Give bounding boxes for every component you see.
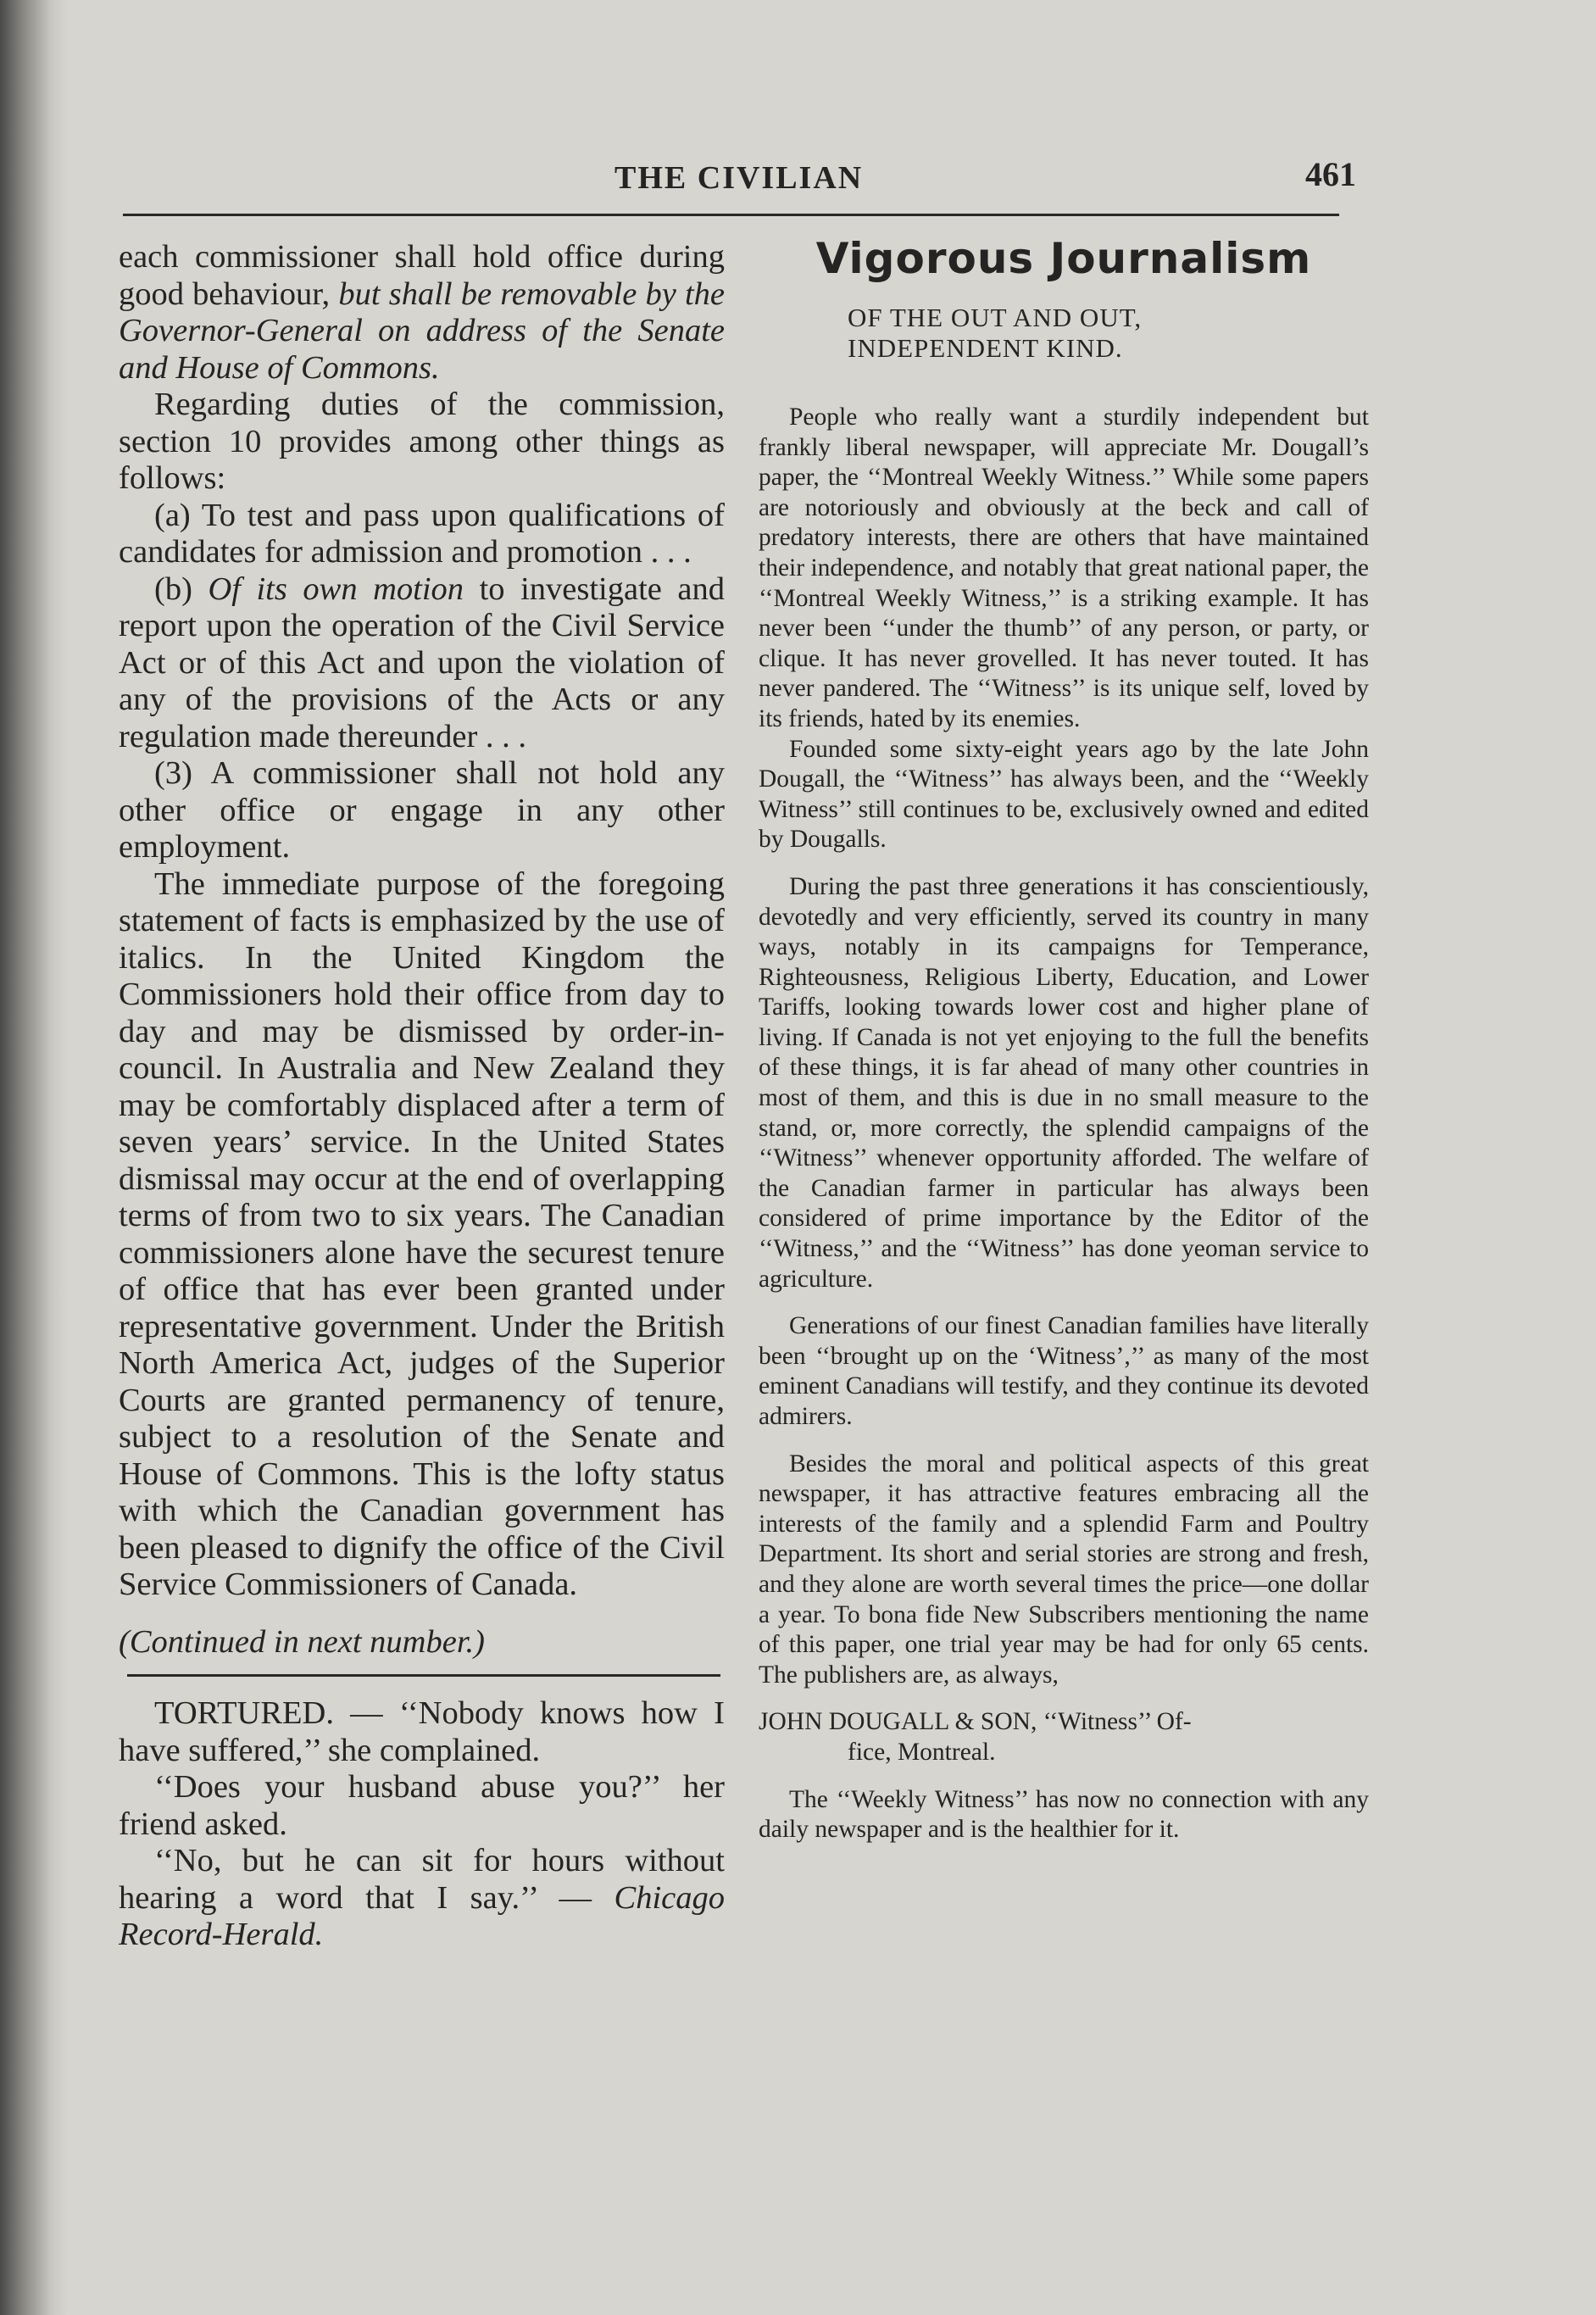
left-paragraph-5: (3) A commissioner shall not hold any other office or engage in any other employment. xyxy=(119,755,725,865)
left-paragraph-4: (b) Of its own motion to investigate and report upon the operation of the Civil Service Act or of this Act and upon the violation of any of the provisions of the Acts or any regulation made thereunder . . . xyxy=(119,570,725,754)
header-rule xyxy=(123,214,1339,216)
left-section-rule xyxy=(127,1674,720,1677)
left-paragraph-2: Regarding duties of the commission, section 10 provides among other things as follows: xyxy=(119,387,725,496)
running-header xyxy=(119,153,1356,203)
joke-paragraph-1: TORTURED. — ‘‘Nobody knows how I have suffered,’’ she complained. xyxy=(119,1695,725,1768)
subhead-line-1: OF THE OUT AND OUT, xyxy=(848,303,1143,332)
right-paragraph-4: Generations of our finest Canadian families have literally been ‘‘brought up on the ‘Witness’,’’ as many of the most eminent Canadians will testify, and they continue its devoted admirers. xyxy=(759,1312,1369,1430)
article-subhead xyxy=(848,303,1369,364)
subhead-line-2: INDEPENDENT KIND. xyxy=(848,333,1123,363)
left-column xyxy=(119,239,725,1954)
article-headline: Vigorous Journalism xyxy=(815,234,1312,283)
right-paragraph-6: The ‘‘Weekly Witness’’ has now no connection with any daily newspaper and is the healthier for it. xyxy=(759,1785,1369,1844)
running-title: THE CIVILIAN xyxy=(614,160,864,196)
continued-note: (Continued in next number.) xyxy=(119,1623,485,1660)
left-paragraph-1: each commissioner shall hold office during good behaviour, but shall be removable by the Governor-General on address of the Senate and House of Commons. xyxy=(119,239,726,386)
right-paragraph-1: People who really want a sturdily independent but frankly liberal newspaper, will appreciate Mr. Dougall’s paper, the ‘‘Montreal Weekly Witness.’’ While some papers are notoriously and obviously at the beck and call of predatory interests, there are others that have maintained their independence, and notably that great national paper, the ‘‘Montreal Weekly Witness,’’ is a striking example. It has never been ‘‘under the thumb’’ of any person, or party, or clique. It has never grovelled. It has never touted. It has never pandered. The ‘‘Witness’’ is its unique self, loved by its friends, hated by its enemies. xyxy=(759,403,1369,732)
left-paragraph-3: (a) To test and pass upon qualifications of candidates for admission and promotion . . . xyxy=(119,497,725,570)
right-paragraph-5: Besides the moral and political aspects of this great newspaper, it has attractive features embracing all the interests of the family and a splendid Farm and Poultry Department. Its short and serial stories are strong and fresh, and they alone are worth several times the price—one dollar a year. To bona fide New Subscribers mentioning the name of this paper, one trial year may be had for only 65 cents. The publishers are, as always, xyxy=(759,1450,1369,1689)
left-paragraph-6: The immediate purpose of the foregoing statement of facts is emphasized by the use of italics. In the United Kingdom the Commissioners hold their office from day to day and may be dismissed by order-in-council. In Australia and New Zealand they may be comfortably displaced after a term of seven years’ service. In the United States dismissal may occur at the end of overlapping terms of from two to six years. The Canadian commissioners alone have the securest tenure of office that has ever been granted under representative government. Under the British North America Act, judges of the Superior Courts are granted permanency of tenure, subject to a resolution of the Senate and House of Commons. This is the lofty status with which the Canadian government has been pleased to dignify the office of the Civil Service Commissioners of Canada. xyxy=(119,865,725,1602)
joke-paragraph-3: ‘‘No, but he can sit for hours without hearing a word that I say.’’ — Chicago Record-Herald. xyxy=(119,1843,725,1952)
right-column xyxy=(759,233,1369,1845)
page-number: 461 xyxy=(1305,155,1356,193)
page-gutter-shadow xyxy=(0,0,68,2315)
right-paragraph-3: During the past three generations it has conscientiously, devotedly and very efficiently, served its country in many ways, notably in its campaigns for Temperance, Righteousness, Religious Liberty, Education, and Lower Tariffs, looking towards lower cost and higher plane of living. If Canada is not yet enjoying to the full the benefits of these things, it is far ahead of many other countries in most of them, and this is due in no small measure to the stand, or, more correctly, the splendid campaigns of the ‘‘Witness’’ whenever opportunity afforded. The welfare of the Canadian farmer in particular has always been considered of prime importance by the Editor of the ‘‘Witness,’’ and the ‘‘Witness’’ has done yeoman service to agriculture. xyxy=(759,872,1369,1293)
publisher-signature xyxy=(759,1707,1369,1767)
signature-line-2: fice, Montreal. xyxy=(848,1738,996,1766)
right-paragraph-2: Founded some sixty-eight years ago by the late John Dougall, the ‘‘Witness’’ has always been, and the ‘‘Weekly Witness’’ still continues to be, exclusively owned and edited by Dougalls. xyxy=(759,735,1369,854)
signature-line-1: JOHN DOUGALL & SON, ‘‘Witness’’ Of- xyxy=(759,1708,1192,1736)
joke-paragraph-2: ‘‘Does your husband abuse you?’’ her friend asked. xyxy=(119,1769,725,1842)
